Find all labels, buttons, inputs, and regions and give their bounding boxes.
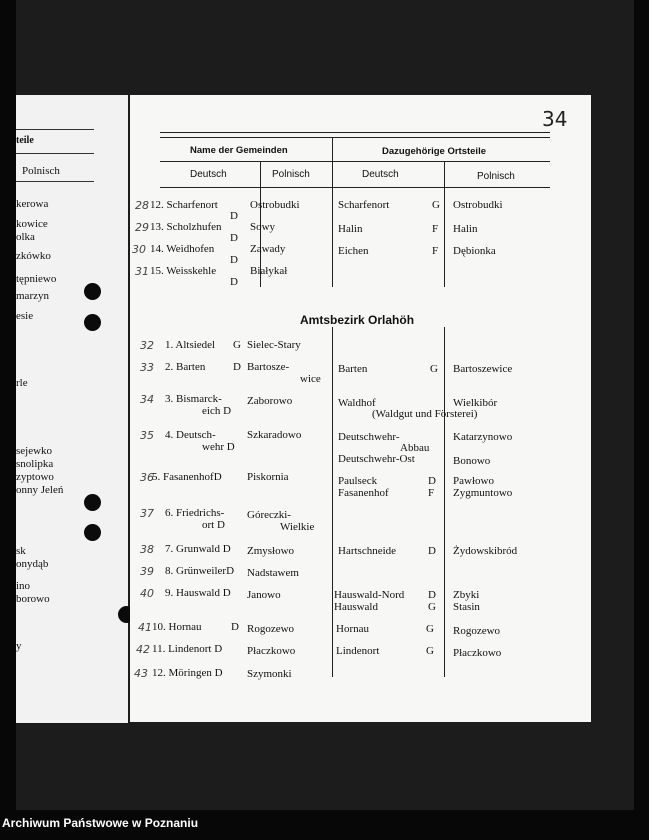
gemeinde-pl: Płaczkowo (247, 645, 296, 657)
gemeinde-type: D (230, 276, 238, 288)
left-word: esie (16, 310, 34, 322)
gemeinde-de: 11. Lindenort D (152, 643, 223, 655)
gemeinde-pl: Sielec-Stary (247, 339, 301, 351)
ortsteil-de: Eichen (338, 245, 369, 257)
ortsteil-type: F (432, 223, 439, 235)
ortsteil-pl: Żydowskibród (453, 545, 518, 557)
punch-hole (84, 283, 101, 300)
table-top-rule (160, 137, 550, 138)
handwritten-number: 29 (135, 221, 149, 234)
ortsteil-de: Hartschneide (338, 545, 397, 557)
ortsteil-pl: Zbyki (453, 589, 480, 601)
header-gemeinden: Name der Gemeinden (190, 145, 288, 156)
left-rule (16, 153, 94, 154)
ortsteil-type: F (432, 245, 439, 257)
gemeinde-de-cont: ort D (202, 519, 225, 531)
section-title: Amtsbezirk Orlahöh (300, 313, 415, 327)
left-word: sk (16, 545, 26, 557)
ortsteil-de: Scharfenort (338, 199, 390, 211)
ortsteil-de: Deutschwehr- (338, 431, 400, 443)
left-word: tępniewo (16, 273, 57, 285)
left-word: zkówko (16, 250, 51, 262)
left-word: y (16, 640, 22, 652)
gemeinde-de: 12. Möringen D (152, 667, 223, 679)
ortsteil-de: Hornau (336, 623, 369, 635)
ortsteil-de-extra: Fasanenhof (338, 487, 389, 499)
ortsteil-type: G (430, 363, 438, 375)
punch-hole (84, 524, 101, 541)
ortsteil-pl: Katarzynowo (453, 431, 513, 443)
punch-hole (84, 494, 101, 511)
handwritten-number: 35 (140, 429, 154, 442)
gemeinde-pl: Rogozewo (247, 623, 295, 635)
ortsteil-de: Lindenort (336, 645, 380, 657)
gemeinde-de: 8. GrünweilerD (165, 565, 235, 577)
gemeinde-pl: Janowo (247, 589, 281, 601)
gemeinde-de: 13. Scholzhufen (150, 221, 222, 233)
ortsteil-type: D (428, 545, 436, 557)
column-divider (332, 327, 333, 677)
gemeinde-de: 1. Altsiedel (165, 339, 216, 351)
ortsteil-de-extra: Deutschwehr-Ost (338, 453, 415, 465)
column-divider (444, 327, 445, 677)
gemeinde-pl-cont: wice (300, 373, 321, 385)
gemeinde-pl: Białykał (250, 265, 288, 277)
ortsteil-pl-extra: Stasin (453, 601, 480, 613)
handwritten-number: 42 (136, 643, 150, 656)
gemeinde-pl: Bartosze- (247, 361, 290, 373)
left-word: snolipka (16, 458, 54, 470)
ortsteil-type: D (428, 589, 436, 601)
gemeinde-de: 2. Barten (165, 361, 206, 373)
ortsteil-de: Hauswald-Nord (334, 589, 405, 601)
gemeinde-de: 12. Scharfenort (150, 199, 218, 211)
gemeinde-type: D (230, 254, 238, 266)
ortsteil-pl: Bartoszewice (453, 363, 513, 375)
ortsteil-pl: Ostrobudki (453, 199, 503, 211)
ortsteil-pl-extra: Zygmuntowo (453, 487, 513, 499)
left-word: onny Jeleń (16, 484, 64, 496)
archive-footer: Archiwum Państwowe w Poznaniu (2, 816, 199, 830)
gemeinde-de: 4. Deutsch- (165, 429, 216, 441)
ortsteil-de: Waldhof (338, 397, 376, 409)
ortsteil-pl: Pawłowo (453, 475, 494, 487)
ortsteil-type: G (432, 199, 440, 211)
left-header-top: teile (16, 135, 34, 146)
ortsteil-type: G (426, 623, 434, 635)
ortsteil-type: D (428, 475, 436, 487)
ortsteil-type-extra: G (428, 601, 436, 613)
header-ortsteile: Dazugehörige Ortsteile (382, 146, 486, 157)
handwritten-number: 31 (135, 265, 149, 278)
handwritten-number: 38 (140, 543, 154, 556)
document-page (130, 95, 591, 722)
gemeinde-type: D (231, 621, 239, 633)
gemeinde-type: D (233, 361, 241, 373)
left-word: ino (16, 580, 31, 592)
ortsteil-de-cont: (Waldgut und Försterei) (372, 408, 478, 420)
handwritten-number: 32 (140, 339, 154, 352)
gemeinde-pl: Nadstawem (247, 567, 299, 579)
gemeinde-de: 3. Bismarck- (165, 393, 222, 405)
ortsteil-pl: Wielkibór (453, 397, 498, 409)
column-divider (444, 161, 445, 287)
column-divider (332, 137, 333, 287)
gemeinde-pl: Zaborowo (247, 395, 293, 407)
left-word: olka (16, 231, 35, 243)
handwritten-number: 28 (135, 199, 149, 212)
gemeinde-de: 10. Hornau (152, 621, 202, 633)
handwritten-number: 37 (140, 507, 154, 520)
ortsteil-de: Paulseck (338, 475, 378, 487)
gemeinde-de: 9. Hauswald D (165, 587, 231, 599)
handwritten-number: 33 (140, 361, 154, 374)
gemeinde-pl: Zmysłowo (247, 545, 295, 557)
gemeinde-de: 6. Friedrichs- (165, 507, 225, 519)
gemeinde-de: 14. Weidhofen (150, 243, 215, 255)
table-top-rule (160, 132, 550, 133)
gemeinde-type: D (230, 210, 238, 222)
gemeinde-pl: Sowy (250, 221, 276, 233)
ortsteil-pl-extra: Bonowo (453, 455, 491, 467)
ortsteil-pl: Płaczkowo (453, 647, 502, 659)
gemeinde-de: 7. Grunwald D (165, 543, 231, 555)
ortsteil-de: Halin (338, 223, 363, 235)
handwritten-number: 41 (138, 621, 152, 634)
left-page-fragment (16, 95, 128, 723)
left-word: onydąb (16, 558, 49, 570)
subheader-deutsch: Deutsch (190, 169, 227, 180)
handwritten-number: 39 (140, 565, 154, 578)
left-rule (16, 129, 94, 130)
gemeinde-pl-cont: Wielkie (280, 521, 315, 533)
gemeinde-pl: Piskornia (247, 471, 289, 483)
gemeinde-pl: Zawady (250, 243, 286, 255)
ortsteil-de: Barten (338, 363, 368, 375)
handwritten-number: 43 (134, 667, 148, 680)
left-word: kowice (16, 218, 48, 230)
ortsteil-type-extra: F (428, 487, 435, 499)
handwritten-number: 34 (140, 393, 154, 406)
ortsteil-de-extra: Hauswald (334, 601, 378, 613)
punch-hole (84, 314, 101, 331)
gemeinde-pl: Szymonki (247, 668, 292, 680)
subheader-polnisch-ort: Polnisch (477, 171, 515, 182)
subheader-deutsch-ort: Deutsch (362, 169, 399, 180)
subheader-rule (160, 187, 550, 188)
header-rule (160, 161, 550, 162)
gemeinde-pl: Ostrobudki (250, 199, 300, 211)
gemeinde-type: G (233, 339, 241, 351)
left-header-sub: Polnisch (22, 165, 60, 177)
gemeinde-de: 15. Weisskehle (150, 265, 217, 277)
handwritten-number: 36 (140, 471, 154, 484)
ortsteil-pl: Dębionka (453, 245, 496, 257)
left-word: borowo (16, 593, 50, 605)
ortsteil-pl: Halin (453, 223, 478, 235)
gemeinde-type: D (230, 232, 238, 244)
left-word: marzyn (16, 290, 49, 302)
left-word: rle (16, 377, 28, 389)
gemeinde-de: 5. FasanenhofD (152, 471, 222, 483)
ortsteil-pl: Rogozewo (453, 625, 501, 637)
gemeinde-de-cont: eich D (202, 405, 232, 417)
ortsteil-de-cont: Abbau (400, 442, 430, 454)
ortsteil-type: G (426, 645, 434, 657)
left-rule (16, 181, 94, 182)
subheader-polnisch: Polnisch (272, 169, 310, 180)
handwritten-number: 40 (140, 587, 154, 600)
gemeinde-pl: Szkaradowo (247, 429, 302, 441)
handwritten-number: 30 (132, 243, 146, 256)
gemeinde-pl: Góreczki- (247, 509, 291, 521)
left-word: kerowa (16, 198, 49, 210)
left-word: sejewko (16, 445, 53, 457)
gemeinde-de-cont: wehr D (202, 441, 235, 453)
left-word: zyptowo (16, 471, 54, 483)
page-number: 34 (542, 107, 568, 131)
